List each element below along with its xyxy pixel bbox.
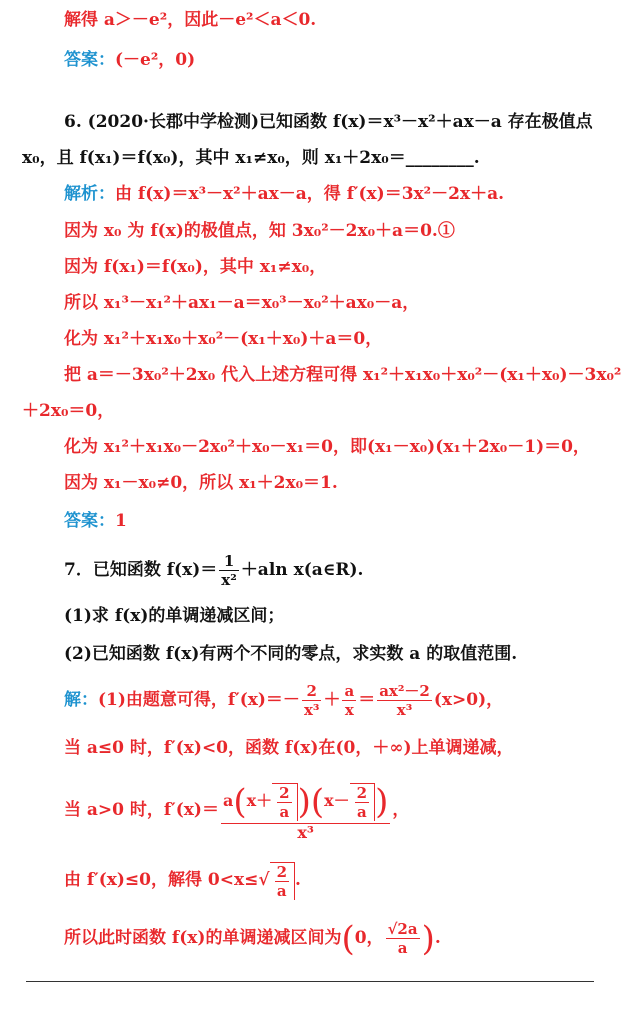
analysis-header: 解析：由 f(x)＝x³－x²＋ax－a，得 f′(x)＝3x²－2x＋a. [64, 184, 505, 204]
answer-6: 答案：1 [64, 511, 127, 531]
solution-derivative: 解：(1)由题意可得，f′(x)＝－ $\frac{2}{\text{x³}}$ ＋ $\frac{a}{x}$ ＝ $\frac{\text{ax²－2}}{\text{x³}}$ (x>0)， [64, 682, 504, 719]
question-7-part-1: (1)求 f(x)的单调递减区间； [64, 606, 285, 626]
fraction-factored-derivative: a(x＋ $\frac{2}{a}$ )(x－ $\frac{2}{a}$ ) x³ [221, 779, 390, 842]
question-7: 7．已知函数 f(x)＝ $\frac{1}{\text{x²}}$ ＋aln x(a∈R). [64, 552, 364, 589]
fraction-2-over-x3: $\frac{2}{\text{x³}}$ [303, 682, 320, 719]
question-7-part-2: (2)已知函数 f(x)有两个不同的零点，求实数 a 的取值范围. [64, 644, 518, 664]
fraction-derivative: $\frac{\text{ax²－2}}{\text{x³}}$ [379, 682, 430, 719]
question-6-line2: x₀，且 f(x₁)＝f(x₀)，其中 x₁≠x₀，则 x₁＋2x₀＝________. [22, 148, 480, 168]
analysis-step-3: 所以 x₁³－x₁²＋ax₁－a＝x₀³－x₀²＋ax₀－a， [64, 293, 420, 313]
analysis-step-5: 把 a＝－3x₀²＋2x₀ 代入上述方程可得 x₁²＋x₁x₀＋x₀²－(x₁＋x₀)－3x₀² [64, 365, 622, 385]
line-conclusion: 解得 a＞－e²，因此－e²＜a＜0. [64, 10, 317, 30]
fraction-a-over-x: $\frac{a}{x}$ [344, 682, 355, 719]
answer-5: 答案：(－e²，0) [64, 50, 196, 70]
solution-interval: 所以此时函数 f(x)的单调递减区间为(0， $\frac{√2a}{a}$ ). [64, 918, 441, 959]
analysis-step-1: 因为 x₀ 为 f(x)的极值点，知 3x₀²－2x₀＋a＝0.① [64, 221, 455, 241]
solution-case-a-nonpositive: 当 a≤0 时，f′(x)<0，函数 f(x)在(0，＋∞)上单调递减， [64, 738, 514, 758]
analysis-step-4: 化为 x₁²＋x₁x₀＋x₀²－(x₁＋x₀)＋a＝0， [64, 329, 383, 349]
solution-case-a-positive: 当 a>0 时，f′(x)＝ a(x＋ $\frac{2}{a}$ )(x－ $\frac{2}{a}$ ) x³ ， [64, 770, 616, 850]
analysis-step-2: 因为 f(x₁)＝f(x₀)，其中 x₁≠x₀， [64, 257, 327, 277]
fraction-1-over-x2: $\frac{1}{\text{x²}}$ [221, 552, 237, 589]
solution-inequality: 由 f′(x)≤0，解得 0<x≤√ $\frac{2}{a}$ . [64, 862, 301, 900]
analysis-step-6: ＋2x₀＝0， [22, 401, 115, 421]
analysis-step-7: 化为 x₁²＋x₁x₀－2x₀²＋x₀－x₁＝0，即(x₁－x₀)(x₁＋2x₀－1)＝0， [64, 437, 590, 457]
analysis-step-8: 因为 x₁－x₀≠0，所以 x₁＋2x₀＝1. [64, 473, 338, 493]
sqrt-2-over-a: $\frac{2}{a}$ [270, 862, 295, 900]
footer-divider [26, 981, 594, 982]
fraction-sqrt2a-over-a: $\frac{√2a}{a}$ [387, 920, 418, 957]
question-6-line1: 6. (2020·长郡中学检测)已知函数 f(x)＝x³－x²＋ax－a 存在极值点 [64, 112, 593, 132]
